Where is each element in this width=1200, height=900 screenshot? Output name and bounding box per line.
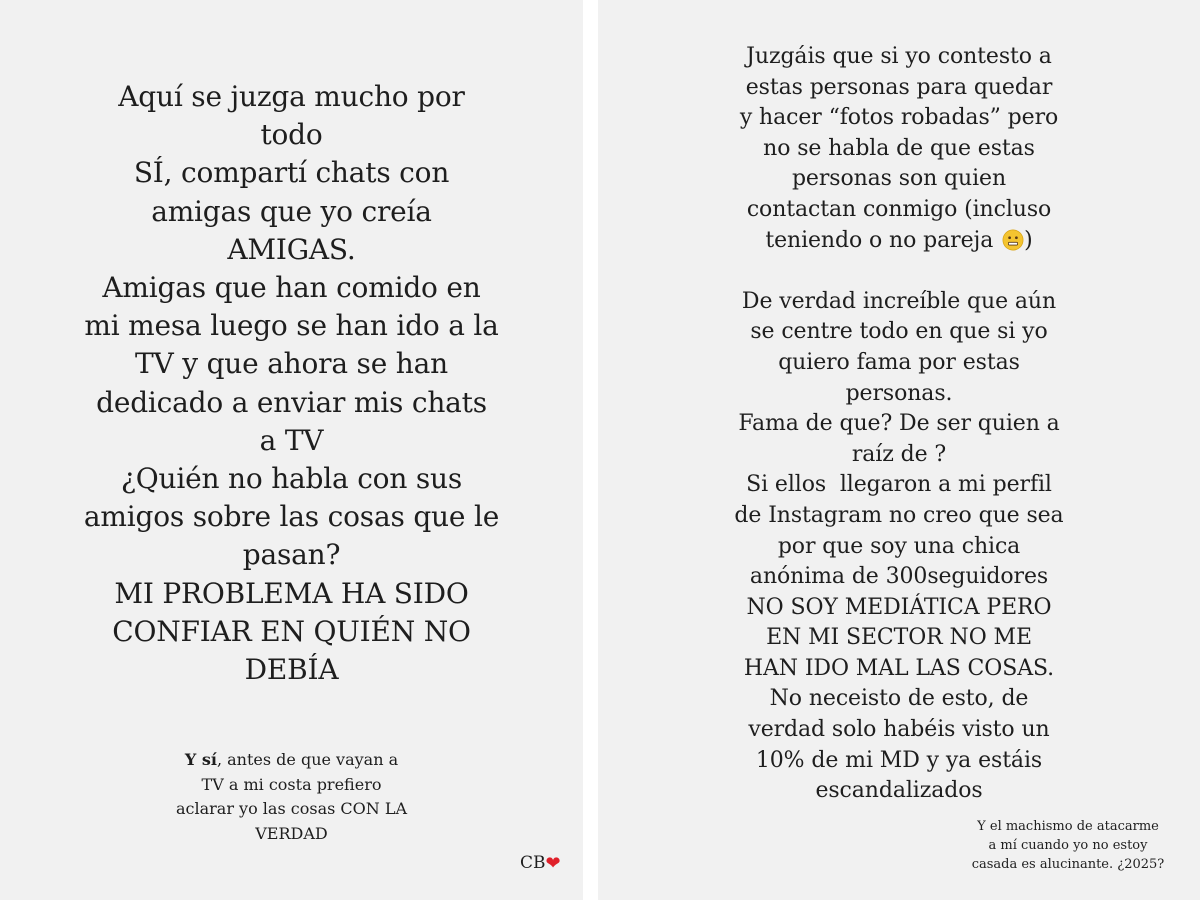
text-line: dedicado a enviar mis chats: [96, 385, 487, 419]
text-line: pasan?: [242, 538, 341, 572]
text-line: teniendo o no pareja: [765, 227, 994, 253]
text-line: No neceisto de esto, de: [769, 686, 1029, 712]
footnote-line: aclarar yo las cosas CON LA: [175, 799, 408, 818]
text-line: Si ellos llegaron a mi perfil: [746, 472, 1052, 498]
text-line: mi mesa luego se han ido a la: [84, 309, 499, 343]
paragraph-gap: [598, 256, 1200, 287]
text-line: SÍ, compartí chats con: [133, 156, 450, 190]
signature: [520, 852, 561, 875]
text-line: Juzgáis que si yo contesto a: [746, 44, 1052, 69]
text-line: amigas que yo creía: [151, 194, 432, 228]
text-line: a TV: [259, 423, 324, 457]
text-line: escandalizados: [815, 778, 983, 804]
text-line: Amigas que han comido en: [102, 271, 481, 305]
text-line: verdad solo habéis visto un: [748, 717, 1050, 743]
text-line: EN MI SECTOR NO ME: [766, 625, 1032, 651]
text-line: TV y que ahora se han: [135, 347, 448, 381]
text-line: DEBÍA: [244, 653, 339, 687]
text-line: raíz de ?: [851, 441, 947, 467]
footnote-line: TV a mi costa prefiero: [201, 774, 382, 794]
text-line: quiero fama por estas: [778, 349, 1020, 375]
footnote-line: VERDAD: [255, 823, 328, 843]
text-line: AMIGAS.: [227, 232, 356, 266]
text-line: CONFIAR EN QUIÉN NO: [112, 614, 471, 648]
text-line: NO SOY MEDIÁTICA PERO: [746, 594, 1052, 620]
right-story-footnote: [948, 817, 1188, 874]
neutral-face-emoji-icon: [1002, 229, 1024, 251]
text-line: Fama de que? De ser quien a: [738, 411, 1060, 437]
text-line: anónima de 300seguidores: [749, 564, 1049, 590]
text-line: HAN IDO MAL LAS COSAS.: [743, 655, 1055, 681]
text-line: de Instagram no creo que sea: [734, 502, 1064, 528]
footnote-bold-text: Y sí: [184, 750, 217, 769]
red-heart-icon: ❤: [545, 853, 561, 874]
left-story-text: [0, 78, 583, 689]
right-story-panel: [598, 0, 1200, 900]
text-line: estas personas para quedar: [745, 74, 1053, 100]
text-line: todo: [260, 118, 323, 152]
footnote-text: , antes de que vayan a: [216, 750, 399, 769]
text-line: 10% de mi MD y ya estáis: [755, 747, 1043, 773]
right-story-text: [598, 42, 1200, 807]
text-line: ¿Quién no habla con sus: [120, 462, 463, 496]
left-story-panel: [0, 0, 583, 900]
text-line: por que soy una chica: [777, 533, 1021, 559]
text-line: y hacer “fotos robadas” pero: [739, 105, 1059, 131]
text-line: personas son quien: [791, 166, 1007, 192]
text-line: amigos sobre las cosas que le: [83, 500, 500, 534]
text-line: Aquí se juzga mucho por: [118, 80, 465, 113]
text-line: personas.: [845, 380, 953, 406]
footnote-line: Y el machismo de atacarme: [977, 819, 1159, 834]
text-line: no se habla de que estas: [763, 135, 1035, 161]
left-story-footnote: [0, 748, 583, 846]
footnote-line: casada es alucinante. ¿2025?: [971, 857, 1165, 872]
text-line: MI PROBLEMA HA SIDO: [114, 576, 469, 610]
text-line-with-emoji: teniendo o no pareja ): [765, 227, 1033, 253]
footnote-line: a mí cuando yo no estoy: [988, 838, 1148, 853]
footnote-line: [0, 748, 583, 773]
text-line: se centre todo en que si yo: [750, 319, 1048, 345]
text-line: De verdad increíble que aún: [741, 288, 1057, 314]
text-line: contactan conmigo (incluso: [746, 196, 1052, 222]
signature-text: CB: [520, 853, 546, 873]
